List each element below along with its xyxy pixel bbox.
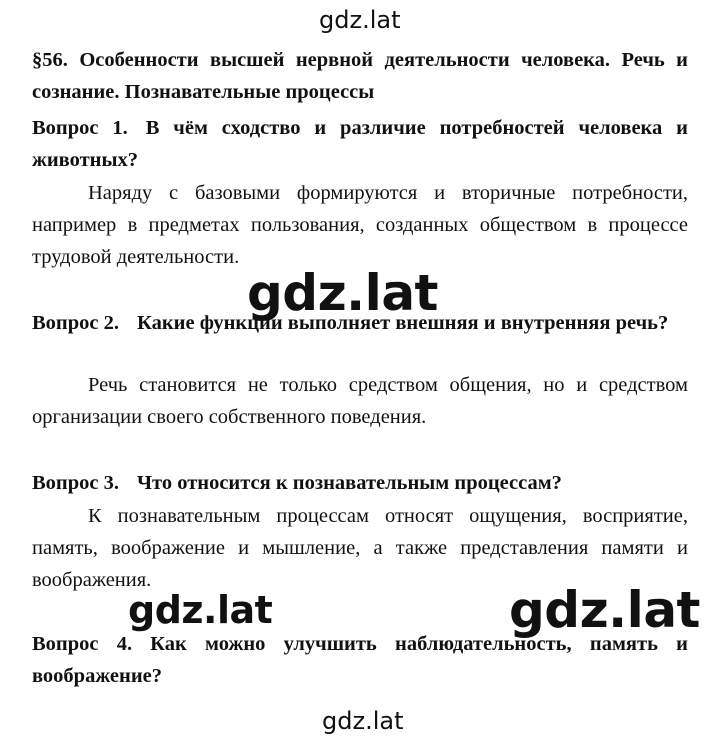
- answer-3: К познавательным процессам относят ощущения, восприятие, память, воображение и мышление, а также представления памяти и воображения.: [32, 505, 688, 591]
- question-3: [32, 467, 688, 499]
- question-3-text: Что относится к познавательным процессам?: [137, 472, 562, 494]
- watermark-bottom: gdz.lat: [322, 707, 404, 735]
- answer-2: Речь становится не только средством общения, но и средством организации своего собственного поведения.: [32, 374, 688, 428]
- question-3-label: Вопрос 3.: [32, 472, 119, 494]
- watermark-top: gdz.lat: [319, 6, 401, 34]
- question-2-text: Какие функции выполняет внешняя и внутренняя речь?: [137, 312, 669, 334]
- section-title: §56. Особенности высшей нервной деятельности человека. Речь и сознание. Познавательные процессы: [32, 49, 688, 103]
- question-2: [32, 307, 688, 339]
- answer-1: Наряду с базовыми формируются и вторичные потребности, например в предметах пользования, созданных обществом в процессе трудовой деятельности.: [32, 182, 688, 268]
- watermark-lower-left: gdz.lat: [128, 588, 273, 632]
- question-4-label: Вопрос 4.: [32, 633, 133, 655]
- question-1: [32, 112, 688, 176]
- watermark-middle: gdz.lat: [247, 264, 438, 322]
- question-2-label: Вопрос 2.: [32, 312, 119, 334]
- question-1-label: Вопрос 1.: [32, 117, 128, 139]
- question-1-text: В чём сходство и различие потребностей человека и животных?: [32, 117, 688, 171]
- question-4: [32, 628, 688, 692]
- question-4-text: Как можно улучшить наблюдательность, память и воображение?: [32, 633, 688, 687]
- watermark-lower-right: gdz.lat: [509, 581, 700, 639]
